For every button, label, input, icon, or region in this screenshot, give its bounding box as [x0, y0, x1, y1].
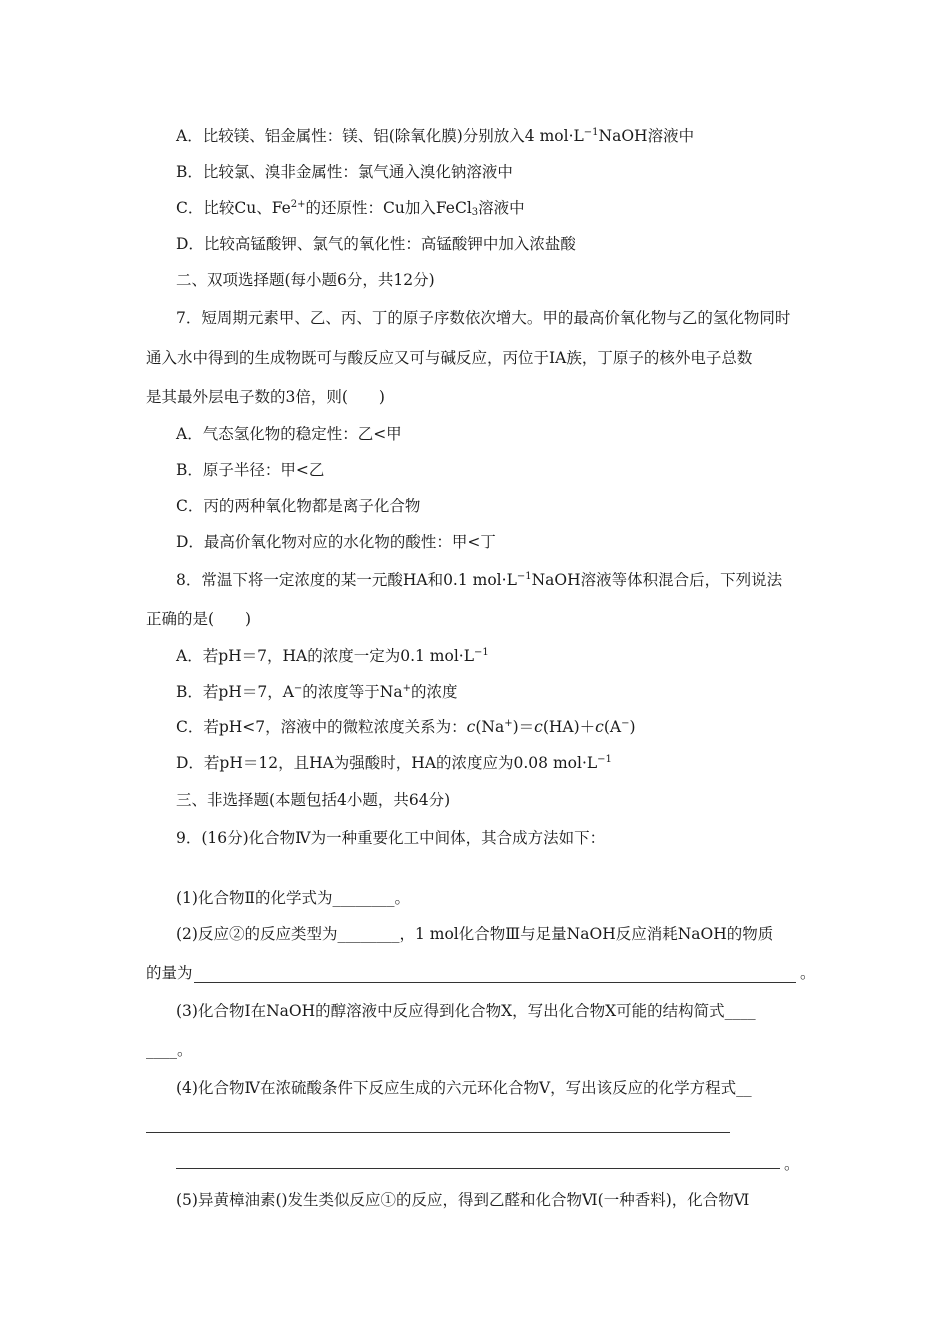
- q7-option-d: D．最高价氧化物对应的水化物的酸性：甲<丁: [176, 533, 496, 551]
- q7-stem-line-1: 7．短周期元素甲、乙、丙、丁的原子序数依次增大。甲的最高价氧化物与乙的氢化物同时: [176, 309, 791, 327]
- q7-option-b: B．原子半径：甲<乙: [176, 461, 325, 479]
- section-heading-2: 二、双项选择题(每小题6分，共12分): [176, 271, 435, 289]
- q8-option-d: D．若pH＝12，且HA为强酸时，HA的浓度应为0.08 $mol\cdot L^{-1}$: [176, 754, 612, 772]
- q9-part-3-line-1: (3)化合物Ⅰ在NaOH的醇溶液中反应得到化合物X，写出化合物X可能的结构简式____: [176, 1002, 756, 1020]
- section-heading-3: 三、非选择题(本题包括4小题，共64分): [176, 791, 451, 809]
- q8-stem-line-2: 正确的是( ): [146, 610, 252, 628]
- q8-stem-line-1: 8．常温下将一定浓度的某一元酸HA和0.1 $mol\cdot L^{-1}NaOH$溶液等体积混合后，下列说法: [176, 571, 783, 589]
- q9-part-2-label: 的量为: [146, 964, 193, 982]
- q8-option-b: B．若pH＝7，A−的浓度等于Na+的浓度: [176, 683, 458, 701]
- q6-option-b: B．比较氯、溴非金属性：氯气通入溴化钠溶液中: [176, 163, 513, 181]
- q7-option-a: A．气态氢化物的稳定性：乙<甲: [176, 425, 402, 443]
- q9-part-4-line-1: (4)化合物Ⅳ在浓硫酸条件下反应生成的六元环化合物Ⅴ，写出该反应的化学方程式__: [176, 1079, 752, 1097]
- q6-option-a: A．比较镁、铝金属性：镁、铝(除氧化膜)分别放入4 $mol\cdot L^{-1}NaOH$溶液中: [176, 127, 695, 145]
- q9-part-2-line-1: (2)反应②的反应类型为________，1 mol化合物Ⅲ与足量NaOH反应消耗NaOH的物质: [176, 925, 774, 943]
- q9-part-4-end: 。: [784, 1155, 800, 1173]
- q6-option-c: C．比较Cu、$Fe^{2+}$的还原性：Cu加入FeCl$_3$溶液中: [176, 199, 525, 218]
- answer-blank-line[interactable]: [146, 1132, 730, 1133]
- q9-stem: 9．(16分)化合物Ⅳ为一种重要化工中间体，其合成方法如下：: [176, 829, 606, 847]
- q9-part-5-line-1: (5)异黄樟油素()发生类似反应①的反应，得到乙醛和化合物Ⅵ(一种香料)，化合物Ⅵ: [176, 1191, 750, 1209]
- q9-part-1: (1)化合物Ⅱ的化学式为________。: [176, 889, 410, 907]
- q9-part-3-line-2: ____。: [146, 1041, 193, 1059]
- answer-blank-line[interactable]: [176, 1168, 780, 1169]
- q8-option-c: C．若pH<7，溶液中的微粒浓度关系为：c(Na+)＝c(HA)＋c(A−): [176, 718, 636, 736]
- q7-stem-line-3: 是其最外层电子数的3倍，则( ): [146, 388, 385, 406]
- q8-option-a: A．若pH＝7，HA的浓度一定为0.1 $mol\cdot L^{-1}$: [176, 647, 489, 665]
- q6-option-d: D．比较高锰酸钾、氯气的氧化性：高锰酸钾中加入浓盐酸: [176, 235, 576, 253]
- q9-part-2-end: 。: [800, 964, 816, 982]
- q7-option-c: C．丙的两种氧化物都是离子化合物: [176, 497, 421, 515]
- q7-stem-line-2: 通入水中得到的生成物既可与酸反应又可与碱反应，丙位于ⅠA族，丁原子的核外电子总数: [146, 349, 753, 367]
- answer-blank-line[interactable]: [194, 982, 796, 983]
